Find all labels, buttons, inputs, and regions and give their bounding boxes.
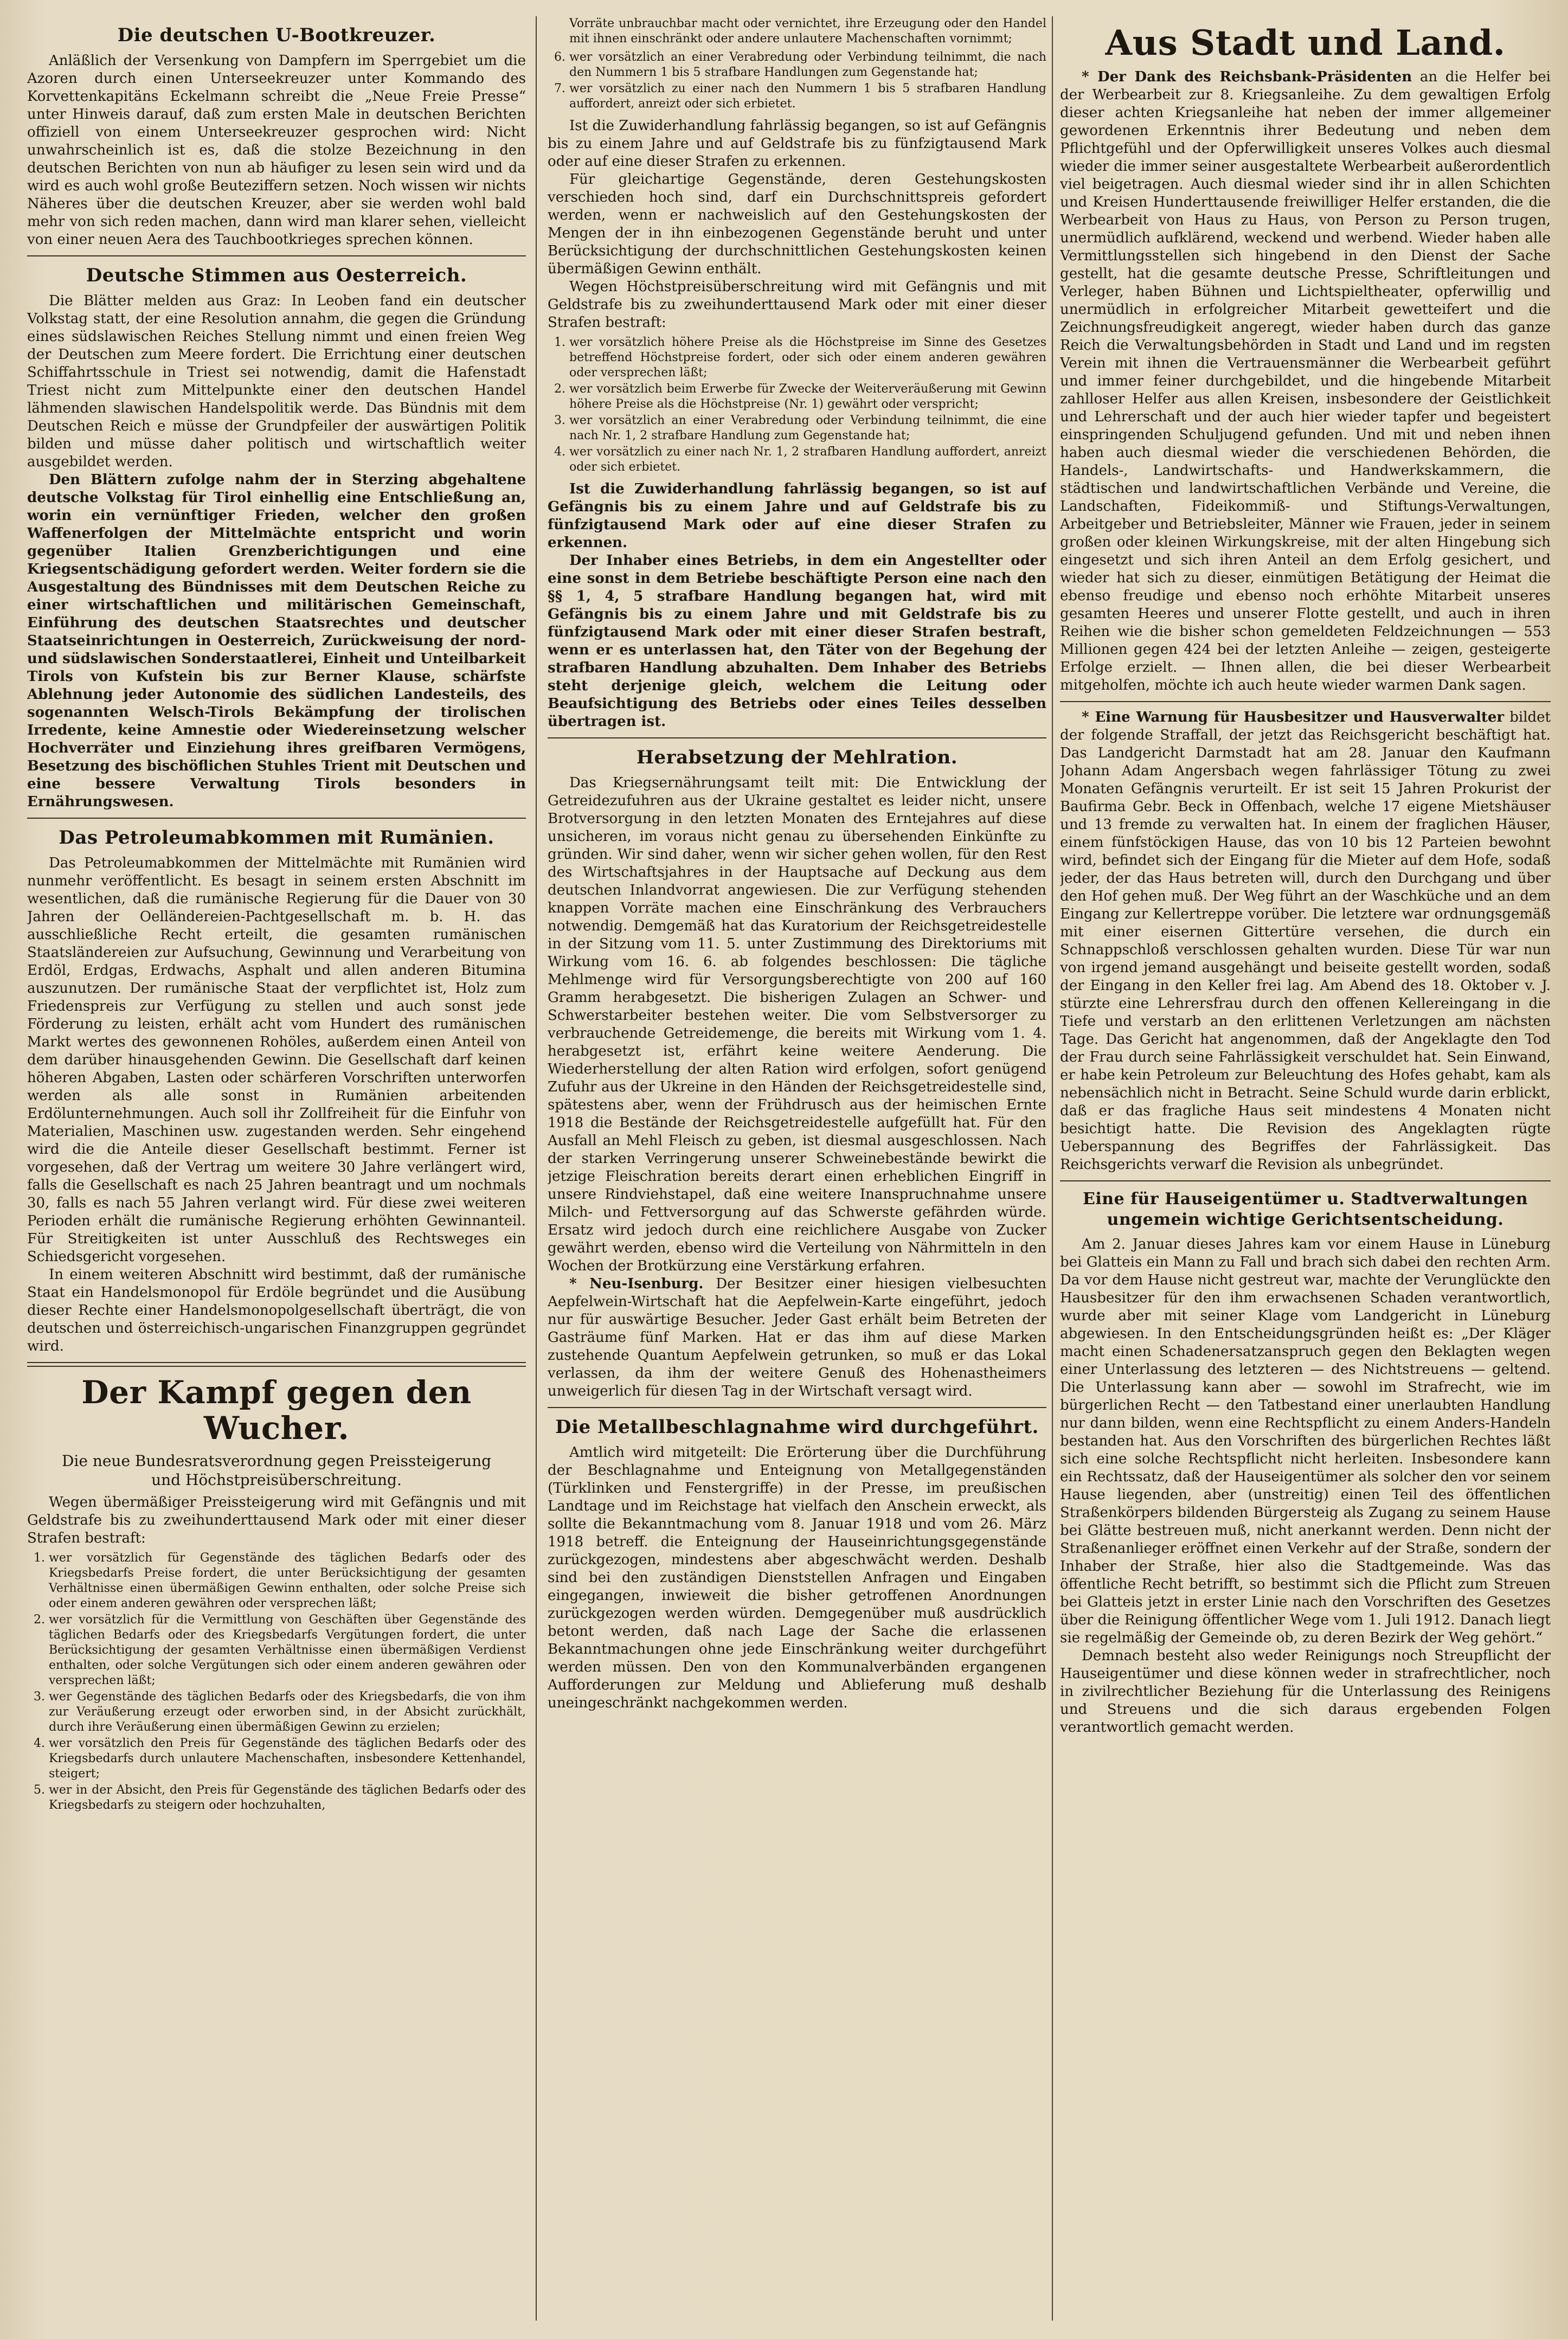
column-divider xyxy=(1052,16,1053,2321)
list-item: 2. wer vorsätzlich beim Erwerbe für Zwecke der Weiterveräußerung mit Gewinn höhere Preise als die Höchstpreise (Nr. 1) gewährt oder verspricht; xyxy=(569,382,1046,412)
article-paragraph: In einem weiteren Abschnitt wird bestimmt, daß der rumänische Staat ein Handelsmonopol für Erdöle begründet und die Ausübung dieser Rechte einer Handelsmonopolgesellschaft überträgt, die von deutschen und österreichisch-ungarischen Finanzgruppen gegründet wird. xyxy=(27,1267,526,1354)
article-paragraph: Das Kriegsernährungsamt teilt mit: Die Entwicklung der Getreidezufuhren aus der Ukraine gestaltet es leider nicht, unsere Brotversorgung in den letzten Monaten des Erntejahres auf diese unsicheren, im voraus nicht genau zu übersehenden Einkünfte zu gründen. Wir sind daher, wenn wir sicher gehen wollen, für den Rest des Wirtschaftsjahres in der Hauptsache auf Deckung aus dem deutschen Inlandvorrat angewiesen. Die zur Verfügung stehenden knappen Vorräte machen eine Einschränkung des Verbrauchers notwendig. Demgemäß hat das Kuratorium der Reichsgetreidestelle in der Sitzung vom 11. 5. unter Zustimmung des Direktoriums mit Wirkung vom 16. 6. ab folgendes beschlossen: Die tägliche Mehlmenge wird für Versorgungsberechtigte von 200 auf 160 Gramm herabgesetzt. Die bisherigen Zulagen an Schwer- und Schwerstarbeiter bestehen weiter. Die vom Selbstversorger zu verbrauchende Getreidemenge, die bereits mit Wirkung vom 1. 4. herabgesetzt ist, erfährt keine weitere Aenderung. Die Wiederherstellung der alten Ration wird erfolgen, sofort genügend Zufuhr aus der Ukreine in den Händen der Reichsgetreidestelle sind, spätestens aber, wenn der Frühdrusch aus der heimischen Ernte 1918 die Bestände der Reichsgetreidestelle aufgefüllt hat. Für den Ausfall an Mehl Fleisch zu geben, ist diesmal ausgeschlossen. Nach der starken Verringerung unserer Schweinebestände bewirkt die jetzige Fleischration bereits derart einen erheblichen Eingriff in unsere Rindviehstapel, daß eine weitere Inanspruchnahme unsere Milch- und Fettversorgung auf das Schwerste gefährden würde. Ersatz wird jedoch durch eine reichlichere Ausgabe von Zucker gewährt werden, ebenso wird die Verteilung von Nährmitteln in den Wochen der Brotkürzung eine Verstärkung erfahren. xyxy=(548,775,1046,1274)
column-1 xyxy=(27,16,526,2321)
item-body: Der Besitzer einer hiesigen vielbesuchten Aepfelwein-Wirtschaft hat die Aepfelwein-Karte eingeführt, jedoch nur für auswärtige Besucher. Jeder Gast erhält beim Betreten der Gasträume fünf Marken. Hat er das ihm auf diese Marken zustehende Quantum Aepfelwein getrunken, so muß er das Lokal verlassen, da ihm der weitere Genuß des Hohenastheimers unweigerlich für diesen Tag in der Wirtschaft versagt wird. xyxy=(548,1276,1046,1399)
list-item: 6. wer vorsätzlich an einer Verabredung oder Verbindung teilnimmt, die nach den Nummern 1 bis 5 strafbare Handlungen zum Gegenstande hat; xyxy=(569,50,1046,80)
article-paragraph xyxy=(1060,709,1551,1174)
article-title: Der Kampf gegen den Wucher. xyxy=(81,1374,472,1447)
article-divider xyxy=(27,818,526,819)
list-item: 3. wer vorsätzlich an einer Verabredung oder Verbindung teilnimmt, die eine nach Nr. 1, 2 strafbare Handlung zum Gegenstande hat; xyxy=(569,413,1046,444)
article-paragraph: Ist die Zuwiderhandlung fahrlässig begangen, so ist auf Gefängnis bis zu einem Jahre und auf Geldstrafe bis zu fünfzigtausend Mark oder auf eine dieser Strafen zu erkennen. xyxy=(548,481,1046,551)
list-item: 3. wer Gegenstände des täglichen Bedarfs oder des Kriegsbedarfs, die von ihm zur Veräußerung erzeugt oder erworben sind, in der Absicht zurückhält, durch ihre Veräußerung einen übermäßigen Gewinn zu erzielen; xyxy=(49,1689,526,1735)
offense-list xyxy=(548,50,1046,112)
offense-list xyxy=(548,335,1046,475)
list-item: 7. wer vorsätzlich zu einer nach den Nummern 1 bis 5 strafbaren Handlung auffordert, anreizt oder sich erbietet. xyxy=(569,81,1046,112)
list-item: 4. wer vorsätzlich zu einer nach Nr. 1, 2 strafbaren Handlung auffordert, anreizt oder sich erbietet. xyxy=(569,445,1046,475)
item-lead: * Der Dank des Reichsbank-Präsidenten xyxy=(1082,69,1412,85)
article-reichsbank xyxy=(1060,68,1551,695)
article-wucher-continued xyxy=(548,16,1046,731)
list-item: 4. wer vorsätzlich den Preis für Gegenstände des täglichen Bedarfs oder des Kriegsbedarfs durch unlautere Machenschaften, insbesondere Kettenhandel, steigert; xyxy=(49,1736,526,1782)
item-body: an die Helfer bei der Werbearbeit zur 8. Kriegsanleihe. Zu dem gewaltigen Erfolg dieser achten Kriegsanleihe hat neben der immer allgemeiner gewordenen Erkenntnis ihrer Bedeutung und neben dem Pflichtgefühl und der Opferwilligkeit unseres Volkes auch diesmal wieder die immer seiner ausgestaltete Werbearbeit außerordentlich viel beigetragen. Auch diesmal wieder sind ihr in allen Schichten und Kreisen Hunderttausende freiwilliger Helfer erstanden, die die Werbearbeit von Haus zu Haus, von Person zu Person trugen, unermüdlich aufklärend, weckend und werbend. Wieder haben alle Vermittlungsstellen sich hingebend in den Dienst der Sache gestellt, hat die gesamte deutsche Presse, Schriftleitungen und Verleger, haben Bühnen und Lichtspieltheater, opferwillig und unermüdlich in erfolgreicher Mitarbeit gewetteifert und die Zeichnungsfreudigkeit angeregt, wieder haben durch das ganze Reich die Verwaltungsbehörden in Stadt und Land und im regsten Verein mit ihnen die Vertrauensmänner die Werbearbeit geführt und immer feiner durchgebildet, und die hingebende Mitarbeit zahlloser Helfer aus allen Kreisen, insbesondere der Geistlichkeit und Lehrerschaft und der auch hier wieder tapfer und begeistert einspringenden Schuljugend gefunden. Und mit und neben ihnen haben auch diesmal wieder die verschiedenen Behörden, die Handels-, Landwirtschafts- und Handwerkskammern, die städtischen und landwirtschaftlichen Verbände und Vereine, die Landschaften, Fideikommiß- und Stiftungs-Verwaltungen, Arbeitgeber und Betriebsleiter, Männer wie Frauen, jeder in seinem großen oder kleinen Wirkungskreise, mit der alten Hingebung sich eingesetzt und sich ihren Anteil an dem Erfolg gesichert, und wieder hat sich zu dieser, einmütigen Betätigung der Heimat die ebenso freudige und ebenso noch erhöhte Mitarbeit unseres gesamten Heeres und unserer Flotte gestellt, und auch in ihren Reihen wie die bisher schon gemeldeten Feldzeichnungen — 553 Millionen gegen 424 bei der letzten Anleihe — zeigen, gesteigerte Erfolge erzielt. — Ihnen allen, die bei dieser Werbearbeit mitgeholfen, möchte ich auch heute wieder warmen Dank sagen. xyxy=(1060,69,1551,693)
list-item: 1. wer vorsätzlich für Gegenstände des täglichen Bedarfs oder des Kriegsbedarfs Preise fordert, die unter Berücksichtigung der gesamten Verhältnisse einen übermäßigen Gewinn enthalten, oder solche Preise sich oder einem anderen gewähren oder versprechen läßt; xyxy=(49,1551,526,1611)
article-gerichtsentscheidung xyxy=(1060,1189,1551,1737)
section-header: Aus Stadt und Land. xyxy=(1105,23,1506,63)
article-paragraph: Am 2. Januar dieses Jahres kam vor einem Hause in Lüneburg bei Glatteis ein Mann zu Fall und brach sich dabei den rechten Arm. Da vor dem Hause nicht gestreut war, machte der Verunglückte den Hausbesitzer für den ihm erwachsenen Schaden verantwortlich, wurde aber mit seiner Klage vom Landgericht in Lüneburg abgewiesen. In den Entscheidungsgründen heißt es: „Der Kläger macht einen Schadenersatzanspruch gegen den Beklagten wegen einer Unterlassung des letzteren — des Nichtstreuens — geltend. Die Unterlassung kann aber — sowohl im Strafrecht, wie im bürgerlichen Recht — den Tatbestand einer unerlaubten Handlung nur dann bilden, wenn eine Rechtspflicht zu einem Anders-Handeln bestanden hat. Aus den Vorschriften des bürgerlichen Rechtes läßt sich eine solche Rechtspflicht nicht herleiten. Insbesondere kann ein Rechtssatz, daß der Hauseigentümer als solcher den vor seinem Hause liegenden, aber (unstreitig) einen Teil des öffentlichen Straßenkörpers bildenden Bürgersteig als Zugang zu seinem Hause bei Glätte bestreuen muß, nicht anerkannt werden. Denn nicht der Straßenanlieger eröffnet einen Verkehr auf der Straße, sondern der Inhaber der Straße, hier also die Stadtgemeinde. Was das öffentliche Recht betrifft, so bestimmt sich die Pflicht zum Streuen bei Glatteis jetzt in erster Linie nach den Vorschriften des Gesetzes über die Reinigung öffentlicher Wege vom 1. Juli 1912. Danach liegt sie regelmäßig der Gemeinde ob, zu deren Bezirk der Weg gehört.“ xyxy=(1060,1236,1551,1646)
article-title: Die Metallbeschlagnahme wird durchgeführt. xyxy=(555,1416,1039,1438)
offense-list xyxy=(27,1551,526,1813)
article-paragraph: Wegen Höchstpreisüberschreitung wird mit Gefängnis und mit Geldstrafe bis zu zweihunderttausend Mark oder mit einer dieser Strafen bestraft: xyxy=(548,279,1046,331)
item-lead: * Neu-Isenburg. xyxy=(569,1276,704,1292)
article-paragraph xyxy=(548,1275,1046,1400)
article-warnung xyxy=(1060,709,1551,1174)
article-title: Eine für Hauseigentümer u. Stadtverwaltungen ungemein wichtige Gerichtsentscheidung. xyxy=(1083,1190,1528,1229)
article-paragraph: Den Blättern zufolge nahm der in Sterzing abgehaltene deutsche Volkstag für Tirol einhellig eine Entschließung an, worin ein vernünftiger Frieden, welcher den großen Waffenerfolgen der Mittelmächte entspricht und worin gegenüber Italien Grenzberichtigungen und eine Kriegsentschädigung gefordert werden. Weiter fordern sie die Ausgestaltung des Bündnisses mit dem Deutschen Reiche zu einer wirtschaftlichen und militärischen Gemeinschaft, Einführung des deutschen Staatsrechtes und deutscher Staatseinrichtungen in Oesterreich, Zurückweisung der nord- und südslawischen Sonderstaatlerei, Einheit und Unteilbarkeit Tirols von Kufstein bis zur Berner Klause, schärfste Ablehnung jeder Autonomie des südlichen Landesteils, des sogenannten Welsch-Tirols Bekämpfung der tirolischen Irredente, keine Amnestie oder Wiedereinsetzung welscher Hochverräter und Einziehung ihres greifbaren Vermögens, Besetzung des bischöflichen Stuhles Trient mit Deutschen und eine bessere Verwaltung Tirols besonders in Ernährungswesen. xyxy=(27,472,526,810)
article-divider xyxy=(548,737,1046,738)
article-divider xyxy=(1060,701,1551,702)
article-paragraph: Amtlich wird mitgeteilt: Die Erörterung über die Durchführung der Beschlagnahme und Enteignung von Metallgegenständen (Türklinken und Fenstergriffe) in der Presse, im preußischen Landtage und im Reichstage hat vielfach den Anschein erweckt, als sollte die Bekanntmachung vom 8. Januar 1918 und vom 26. März 1918 betreff. die Enteignung der Hauseinrichtungsgegenstände zurückgezogen, mindestens aber abgeschwächt werden. Deshalb sind bei den zuständigen Dienststellen Anfragen und Eingaben eingegangen, inwieweit die bisher getroffenen Anordnungen zurückgezogen werden würden. Demgegenüber muß ausdrücklich betont werden, daß nach Lage der Sache die erlassenen Bekanntmachungen ohne jede Einschränkung weiter durchgeführt werden müssen. Den von den Kommunalverbänden ergangenen Aufforderungen zur Meldung und Ablieferung muß deshalb uneingeschränkt nachgekommen werden. xyxy=(548,1444,1046,1711)
item-lead: * Eine Warnung für Hausbesitzer und Hausverwalter xyxy=(1082,709,1505,725)
article-mehlration xyxy=(548,746,1046,1400)
article-paragraph: Ist die Zuwiderhandlung fahrlässig begangen, so ist auf Gefängnis bis zu einem Jahre und auf Geldstrafe bis zu fünfzigtausend Mark oder auf eine dieser Strafen zu erkennen. xyxy=(548,118,1046,170)
list-continuation: Vorräte unbrauchbar macht oder vernichtet, ihre Erzeugung oder den Handel mit ihnen einschränkt oder andere unlautere Machenschaften vornimmt; xyxy=(569,17,1046,46)
article-petroleum xyxy=(27,826,526,1355)
article-paragraph: Wegen übermäßiger Preissteigerung wird mit Gefängnis und mit Geldstrafe bis zu zweihunderttausend Mark oder mit einer dieser Strafen bestraft: xyxy=(27,1494,526,1546)
article-title: Herabsetzung der Mehlration. xyxy=(636,747,958,768)
list-item: 1. wer vorsätzlich höhere Preise als die Höchstpreise im Sinne des Gesetzes betreffend Höchstpreise fordert, oder sich oder einem anderen gewähren oder versprechen läßt; xyxy=(569,335,1046,381)
item-body: bildet der folgende Straffall, der jetzt das Reichsgericht beschäftigt hat. Das Landgericht Darmstadt hat am 28. Januar den Kaufmann Johann Adam Angersbach wegen fahrlässiger Tötung zu zwei Monaten Gefängnis verurteilt. Er ist seit 15 Jahren Prokurist der Baufirma Gebr. Beck in Offenbach, welche 17 eigene Mietshäuser und 13 fremde zu verwalten hat. In einem der fraglichen Häuser, einem fünfstöckigen Hause, das von 10 bis 12 Parteien bewohnt wird, befindet sich der Eingang für die Mieter auf dem Hofe, sodaß jeder, der das Haus betreten will, durch den Durchgang und über den Hof gehen muß. Der Weg führt an der Waschküche und an dem Eingang zur Kellertreppe vorüber. Die letztere war ordnungsgemäß mit einer eisernen Gittertüre versehen, die durch ein Schnappschloß verschlossen gehalten wurden. Diese Tür war nun von irgend jemand ausgehängt und beiseite gestellt worden, sodaß der Eingang in den Keller frei lag. Am Abend des 18. Oktober v. J. stürzte eine Lehrersfrau durch den offenen Kellereingang in die Tiefe und verstarb an den erlittenen Verletzungen am nächsten Tage. Das Gericht hat angenommen, daß der Angeklagte den Tod der Frau durch seine Fahrlässigkeit verschuldet hat. Sein Einwand, er habe kein Petroleum zur Beleuchtung des Hofes gehabt, kam als nebensächlich nicht in Betracht. Seine Schuld wurde darin erblickt, daß er das fragliche Haus seit mindestens 4 Monaten nicht besichtigt hatte. Die Revision des Angeklagten rügte Ueberspannung des Begriffes der Fahrlässigkeit. Das Reichsgerichts verwarf die Revision als unbegründet. xyxy=(1060,709,1551,1173)
column-divider xyxy=(536,16,537,2321)
article-subtitle: Die neue Bundesratsverordnung gegen Preissteigerung und Höchstpreisüberschreitung. xyxy=(61,1452,492,1489)
list-item: 2. wer vorsätzlich für die Vermittlung von Geschäften über Gegenstände des täglichen Bedarfs oder des Kriegsbedarfs Vergütungen fordert, die unter Berücksichtigung der gesamten Verhältnisse einen übermäßigen Verdienst enthalten, oder solche Vergütungen sich oder einem anderen gewähren oder versprechen läßt; xyxy=(49,1612,526,1688)
article-paragraph: Das Petroleumabkommen der Mittelmächte mit Rumänien wird nunmehr veröffentlicht. Es besagt in seinem ersten Abschnitt im wesentlichen, daß die rumänische Regierung für die Dauer von 30 Jahren der Oelländereien-Pachtgesellschaft m. b. H. das ausschließliche Recht erteilt, die gesamten rumänischen Staatsländereien zur Aufsuchung, Gewinnung und Verarbeitung von Erdöl, Erdgas, Erdwachs, Asphalt und allen anderen Bitumina auszunutzen. Der rumänische Staat der verpflichtet ist, Holz zum Friedenspreis zur Verfügung zu stellen und auch sonst jede Förderung zu leisten, erhält acht vom Hundert des rumänischen Markt wertes des gewonnenen Rohöles, außerdem einen Anteil von dem darüber hinausgehenden Gewinn. Die Gesellschaft darf keinen höheren Abgaben, Lasten oder schärferen Vorschriften unterworfen werden als alle sonst in Rumänien arbeitenden Erdölunternehmungen. Auch soll ihr Zollfreiheit für die Einfuhr von Materialien, Maschinen usw. zugestanden werden. Sehr eingehend wird die die Anteile dieser Gesellschaft bestimmt. Ferner ist vorgesehen, daß der Vertrag um weitere 30 Jahre verlängert wird, falls die Gesellschaft es nach 25 Jahren beantragt und um nochmals 30, falls es nach 55 Jahren verlangt wird. Für diese zwei weiteren Perioden erhält die rumänische Regierung erhöhten Gewinnanteil. Für Streitigkeiten ist unter Ausschluß des Rechtsweges ein Schiedsgericht vorgesehen. xyxy=(27,855,526,1265)
article-paragraph xyxy=(1060,68,1551,695)
article-title: Die deutschen U-Bootkreuzer. xyxy=(117,24,436,46)
article-title: Das Petroleumabkommen mit Rumänien. xyxy=(59,827,494,849)
article-oesterreich xyxy=(27,264,526,811)
article-wucher xyxy=(27,1374,526,1813)
article-divider xyxy=(548,1407,1046,1408)
article-paragraph: Die Blätter melden aus Graz: In Leoben fand ein deutscher Volkstag statt, der eine Resolution annahm, die gegen die Gründung eines südslawischen Reiches Stellung nimmt und einen freien Weg der Deutschen zum Meere fordert. Die Errichtung einer deutschen Schiffahrtsschule in Triest sei notwendig, damit die Hafenstadt Triest nicht zum Mittelpunkte einer den deutschen Handel lähmenden slawischen Handelspolitik werde. Das Bündnis mit dem Deutschen Reich e müsse der Grundpfeiler der auswärtigen Politik bilden und müsse daher politisch und wirtschaftlich weiter ausgebildet werden. xyxy=(27,293,526,470)
article-body: Anläßlich der Versenkung von Dampfern im Sperrgebiet um die Azoren durch einen Unterseekreuzer unter Kommando des Korvettenkapitäns Eckelmann schreibt die „Neue Freie Presse“ unter Hinweis darauf, daß zum ersten Male in deutschen Berichten offiziell von einem Unterseekreuzer gesprochen wird: Nicht unwahrscheinlich ist es, daß die stolze Bezeichnung in den deutschen Berichten von nun ab häufiger zu lesen sein wird und da wird es auch wohl große Beuteziffern setzen. Noch wissen wir nichts Näheres über die deutschen Kreuzer, aber sie werden wohl bald mehr von sich reden machen, dann wird man klarer sehen, vielleicht von einer neuen Aera des Tauchbootkrieges sprechen können. xyxy=(27,53,526,248)
article-title: Deutsche Stimmen aus Oesterreich. xyxy=(86,265,467,286)
article-u-boot xyxy=(27,24,526,249)
column-3 xyxy=(1060,16,1551,2321)
article-divider xyxy=(1060,1180,1551,1181)
article-paragraph: Der Inhaber eines Betriebs, in dem ein Angestellter oder eine sonst in dem Betriebe beschäftigte Person eine nach den §§ 1, 4, 5 strafbare Handlung begangen hat, wird mit Gefängnis bis zu einem Jahre und mit Geldstrafe bis zu fünfzigtausend Mark oder mit einer dieser Strafen bestraft, wenn er es unterlassen hat, den Täter von der Begehung der strafbaren Handlung abzuhalten. Dem Inhaber des Betriebs steht derjenige gleich, welchem die Leitung oder Beaufsichtigung des Betriebs oder eines Teiles desselben übertragen ist. xyxy=(548,552,1046,730)
list-item: 5. wer in der Absicht, den Preis für Gegenstände des täglichen Bedarfs oder des Kriegsbedarfs zu steigern oder hochzuhalten, xyxy=(49,1783,526,1813)
article-divider xyxy=(27,255,526,256)
column-2 xyxy=(548,16,1046,2321)
article-paragraph: Demnach besteht also weder Reinigungs noch Streupflicht der Hauseigentümer und diese können weder in strafrechtlicher, noch in zivilrechtlicher Beziehung für die Unterlassung des Reinigens und Streuens und die sich daraus ergebenden Folgen verantwortlich gemacht werden. xyxy=(1060,1648,1551,1736)
article-divider xyxy=(27,1362,526,1367)
article-paragraph: Für gleichartige Gegenstände, deren Gestehungskosten verschieden hoch sind, darf ein Durchschnittspreis gefordert werden, wenn er nachweislich auf den Gestehungskosten der Mengen der in ihn einbezogenen Gegenstände beruht und unter Berücksichtigung der durchschnittlichen Gestehungskosten keinen übermäßigen Gewinn enthält. xyxy=(548,171,1046,277)
article-metall xyxy=(548,1416,1046,1712)
